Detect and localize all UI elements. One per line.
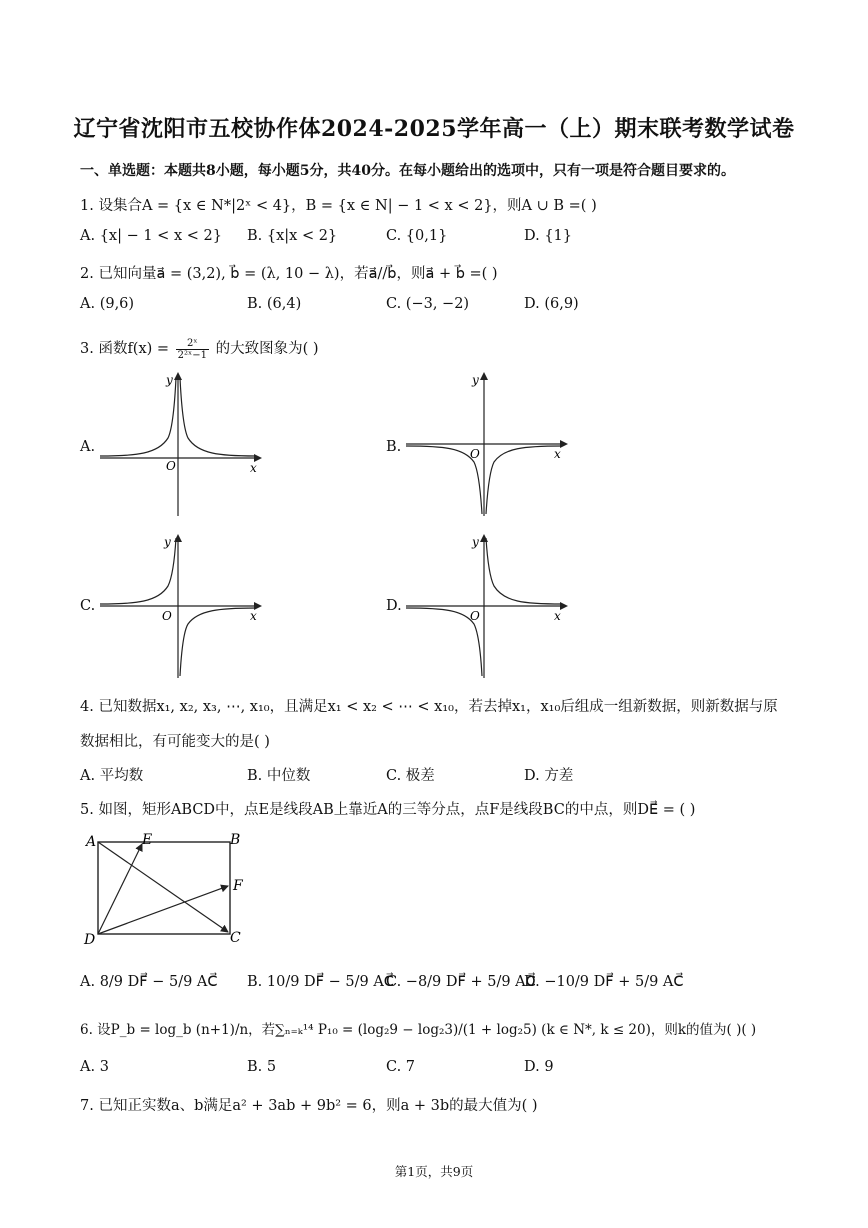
q5-option-d: D. −10/9 DF⃗ + 5/9 AC⃗ — [524, 974, 684, 990]
graph-c-origin: O — [162, 609, 172, 623]
graph-c-y-label: y — [164, 535, 171, 549]
question-5-stem: 5. 如图，矩形ABCD中，点E是线段AB上靠近A的三等分点，点F是线段BC的中点，则DE⃗ = ( ) — [80, 802, 696, 818]
graph-d-y-label: y — [472, 535, 479, 549]
graph-d-x-label: x — [554, 609, 561, 623]
q3-stem-post: 的大致图象为( ) — [215, 341, 319, 357]
question-4-stem-line2: 数据相比，有可能变大的是( ) — [80, 734, 270, 750]
graph-d-right-branch — [486, 538, 562, 604]
question-7-stem: 7. 已知正实数a、b满足a² + 3ab + 9b² = 6，则a + 3b的最大值为( ) — [80, 1098, 538, 1114]
graph-c-right-branch — [180, 608, 256, 676]
section-heading: 一、单选题：本题共8小题，每小题5分，共40分。在每小题给出的选项中，只有一项是符合题目要求的。 — [80, 163, 735, 179]
q4-option-c: C. 极差 — [386, 768, 435, 784]
graph-a-y-arrow — [174, 372, 182, 380]
q2-option-d: D. (6,9) — [524, 296, 579, 312]
graph-b-x-arrow — [560, 440, 568, 448]
graph-c-x-label: x — [250, 609, 257, 623]
graph-b-origin: O — [470, 447, 480, 461]
vector-ac — [98, 842, 228, 932]
graph-d-y-arrow — [480, 534, 488, 542]
q2-option-a: A. (9,6) — [80, 296, 135, 312]
question-4-stem-line1: 4. 已知数据x₁, x₂, x₃, ⋯, x₁₀，且满足x₁ < x₂ < ⋯ < x₁₀，若去掉x₁，x₁₀后组成一组新数据，则新数据与原 — [80, 699, 778, 715]
q2-option-b: B. (6,4) — [247, 296, 302, 312]
graph-a-y-label: y — [166, 373, 173, 387]
q5-option-c: C. −8/9 DF⃗ + 5/9 AC⃗ — [386, 974, 536, 990]
graph-d-origin: O — [470, 609, 480, 623]
graph-b-y-arrow — [480, 372, 488, 380]
q3-option-a: A. — [80, 439, 96, 455]
q1-option-b: B. {x|x < 2} — [247, 228, 338, 244]
q4-option-a: A. 平均数 — [80, 768, 144, 784]
q3-stem-pre: 3. 函数f(x) = — [80, 341, 170, 357]
q5-option-b: B. 10/9 DF⃗ − 5/9 AC⃗ — [247, 974, 394, 990]
q6-option-a: A. 3 — [80, 1059, 109, 1075]
q6-option-b: B. 5 — [247, 1059, 277, 1075]
page-footer: 第1页，共9页 — [394, 1164, 474, 1179]
q3-denominator: 2²ˣ−1 — [177, 349, 208, 361]
label-f: F — [233, 878, 243, 894]
graph-a — [96, 368, 266, 518]
graph-a-left-branch — [100, 378, 176, 456]
question-2-stem: 2. 已知向量a⃗ = (3,2), b⃗ = (λ, 10 − λ)，若a⃗//b⃗，则a⃗ + b⃗ =( ) — [80, 266, 498, 282]
question-3-stem — [80, 337, 319, 361]
graph-b-y-label: y — [472, 373, 479, 387]
label-a: A — [86, 834, 97, 850]
q3-fraction — [176, 338, 209, 361]
q4-option-d: D. 方差 — [524, 768, 574, 784]
label-c: C — [230, 930, 241, 946]
page-title: 辽宁省沈阳市五校协作体2024-2025学年高一（上）期末联考数学试卷 — [73, 116, 795, 142]
label-d: D — [84, 932, 96, 948]
label-b: B — [230, 832, 241, 848]
graph-b — [404, 368, 574, 518]
label-e: E — [142, 832, 153, 848]
q3-option-d: D. — [386, 598, 402, 614]
q3-numerator: 2ˣ — [176, 338, 209, 350]
graph-a-right-branch — [180, 378, 256, 456]
question-6-stem: 6. 设P_b = log_b (n+1)/n，若∑ₙ₌ₖ¹⁴ P₁₀ = (log₂9 − log₂3)/(1 + log₂5) (k ∈ N*, k ≤ 20)，则k的值为( )( ) — [80, 1022, 757, 1038]
q4-option-b: B. 中位数 — [247, 768, 311, 784]
graph-c-y-arrow — [174, 534, 182, 542]
q6-option-c: C. 7 — [386, 1059, 416, 1075]
q1-option-d: D. {1} — [524, 228, 573, 244]
q6-option-d: D. 9 — [524, 1059, 554, 1075]
graph-c — [96, 530, 266, 680]
q1-option-a: A. {x| − 1 < x < 2} — [80, 228, 222, 244]
graph-a-origin: O — [166, 459, 176, 473]
q3-option-b: B. — [386, 439, 402, 455]
q5-option-a: A. 8/9 DF⃗ − 5/9 AC⃗ — [80, 974, 218, 990]
graph-b-right-branch — [486, 446, 562, 514]
graph-d — [404, 530, 574, 680]
q2-option-c: C. (−3, −2) — [386, 296, 470, 312]
question-1-stem: 1. 设集合A = {x ∈ N*|2ˣ < 4}，B = {x ∈ N| − 1 < x < 2}，则A ∪ B =( ) — [80, 198, 597, 214]
rectangle-figure — [80, 826, 260, 952]
q3-option-c: C. — [80, 598, 96, 614]
graph-b-x-label: x — [554, 447, 561, 461]
q1-option-c: C. {0,1} — [386, 228, 448, 244]
graph-a-x-label: x — [250, 461, 257, 475]
graph-d-x-arrow — [560, 602, 568, 610]
